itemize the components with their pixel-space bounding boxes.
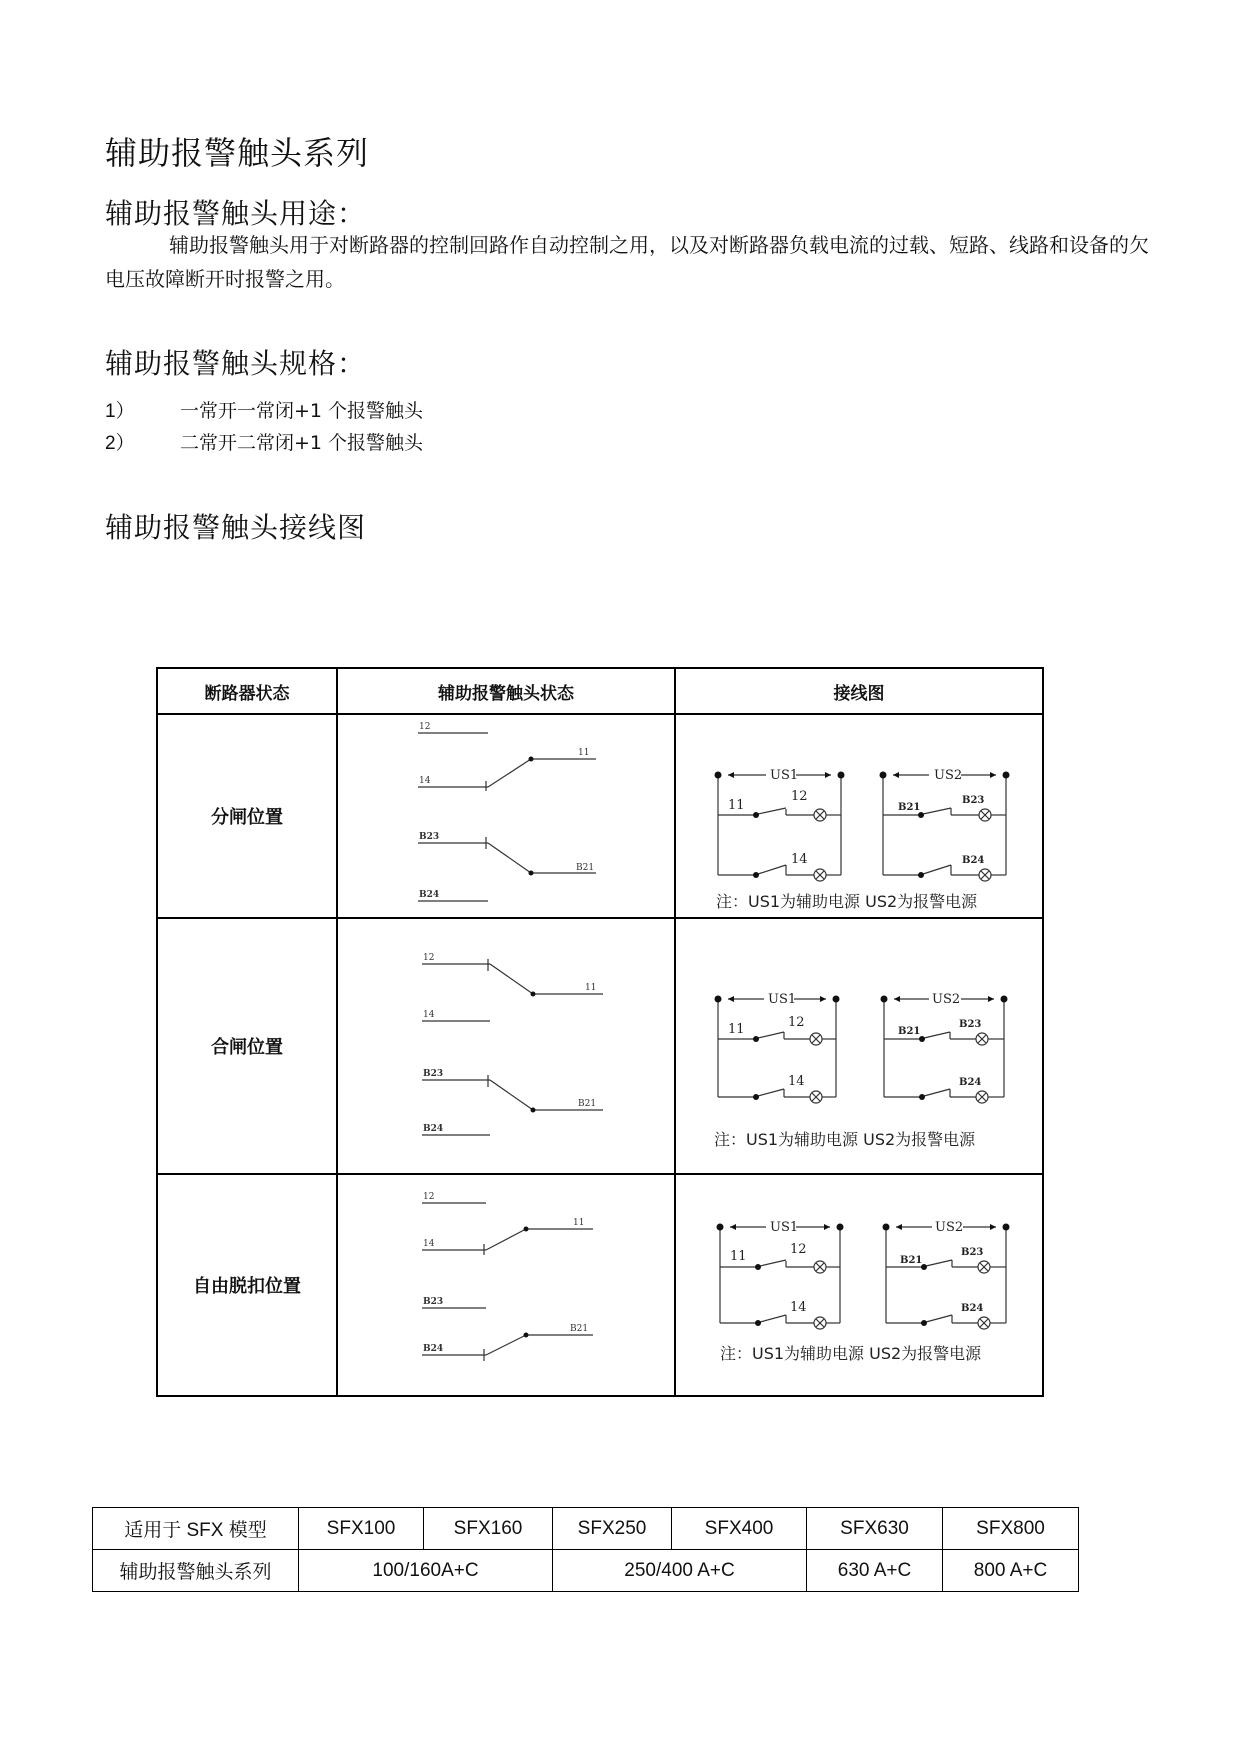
label-11: 11 — [730, 1249, 747, 1264]
label-12: 12 — [423, 1192, 435, 1202]
label-12: 12 — [791, 789, 808, 804]
label-14: 14 — [423, 1239, 435, 1249]
series-label: 辅助报警触头系列 — [93, 1550, 299, 1592]
model-sfx400: SFX400 — [672, 1508, 807, 1550]
series-100-160: 100/160A+C — [299, 1550, 553, 1592]
usage-heading: 辅助报警触头用途： — [105, 197, 367, 230]
models-table — [92, 1507, 1079, 1592]
spec-heading: 辅助报警触头规格： — [105, 347, 367, 380]
label-12: 12 — [419, 722, 431, 732]
label-12: 12 — [423, 953, 435, 963]
label-14: 14 — [791, 852, 808, 867]
contact-diagram-free-trip — [337, 1174, 675, 1396]
model-sfx100: SFX100 — [299, 1508, 424, 1550]
wiring-heading: 辅助报警触头接线图 — [105, 511, 367, 544]
contact-diagram-open — [337, 714, 675, 918]
label-b24: B24 — [419, 890, 440, 900]
label-us2: US2 — [932, 992, 961, 1007]
series-630: 630 A+C — [807, 1550, 943, 1592]
state-free-trip: 自由脱扣位置 — [157, 1174, 337, 1396]
label-b24: B24 — [961, 1303, 984, 1314]
wiring-diagram-open-svg — [676, 715, 1042, 913]
spec-item-text: 二常开二常闭+1 个报警触头 — [180, 432, 424, 454]
wiring-diagram-open — [675, 714, 1043, 918]
label-b23: B23 — [419, 832, 440, 842]
contact-diagram-free-trip-svg — [338, 1175, 674, 1391]
label-b21: B21 — [578, 1099, 597, 1109]
series-800: 800 A+C — [943, 1550, 1079, 1592]
label-b23: B23 — [959, 1019, 982, 1030]
series-250-400: 250/400 A+C — [553, 1550, 807, 1592]
wiring-note: 注：US1为辅助电源 US2为报警电源 — [720, 1344, 982, 1363]
label-us2: US2 — [934, 768, 963, 783]
label-11: 11 — [585, 983, 597, 993]
label-b24: B24 — [423, 1344, 444, 1354]
label-b24: B24 — [959, 1077, 982, 1088]
spec-item-num: 2） — [105, 433, 135, 454]
wiring-diagram-closed-svg — [676, 919, 1042, 1169]
spec-item-text: 一常开一常闭+1 个报警触头 — [180, 400, 424, 422]
label-11: 11 — [728, 1022, 745, 1037]
label-b23: B23 — [961, 1247, 984, 1258]
wiring-diagram-free-trip-svg — [676, 1175, 1042, 1391]
spec-item-2 — [105, 428, 423, 455]
label-11: 11 — [578, 748, 590, 758]
label-14: 14 — [423, 1010, 435, 1020]
label-b23: B23 — [423, 1297, 444, 1307]
label-11: 11 — [573, 1218, 585, 1228]
header-contact-state: 辅助报警触头状态 — [337, 668, 675, 714]
contact-diagram-closed — [337, 918, 675, 1174]
models-label: 适用于 SFX 模型 — [93, 1508, 299, 1550]
model-sfx630: SFX630 — [807, 1508, 943, 1550]
wiring-diagram-free-trip — [675, 1174, 1043, 1396]
header-wiring: 接线图 — [675, 668, 1043, 714]
label-14: 14 — [790, 1300, 807, 1315]
label-14: 14 — [419, 776, 431, 786]
wiring-note: 注：US1为辅助电源 US2为报警电源 — [714, 1130, 976, 1149]
contact-diagram-closed-svg — [338, 919, 674, 1169]
spec-item-num: 1） — [105, 401, 135, 422]
wiring-diagram-closed — [675, 918, 1043, 1174]
label-b23: B23 — [962, 795, 985, 806]
label-12: 12 — [790, 1242, 807, 1257]
label-14: 14 — [788, 1074, 805, 1089]
label-b21: B21 — [898, 802, 921, 813]
label-b24: B24 — [423, 1124, 444, 1134]
wiring-note: 注：US1为辅助电源 US2为报警电源 — [716, 892, 978, 911]
label-us2: US2 — [935, 1220, 964, 1235]
label-b21: B21 — [900, 1255, 923, 1266]
model-sfx800: SFX800 — [943, 1508, 1079, 1550]
label-12: 12 — [788, 1015, 805, 1030]
contact-diagram-open-svg — [338, 715, 674, 913]
model-sfx160: SFX160 — [424, 1508, 553, 1550]
label-11: 11 — [728, 798, 745, 813]
header-breaker-state: 断路器状态 — [157, 668, 337, 714]
label-b24: B24 — [962, 855, 985, 866]
label-b21: B21 — [898, 1026, 921, 1037]
state-closed: 合闸位置 — [157, 918, 337, 1174]
label-b21: B21 — [570, 1324, 589, 1334]
label-us1: US1 — [770, 1220, 799, 1235]
label-b21: B21 — [576, 863, 595, 873]
page-title: 辅助报警触头系列 — [105, 134, 370, 172]
wiring-table — [156, 667, 1044, 1397]
label-us1: US1 — [770, 768, 799, 783]
spec-item-1 — [105, 396, 423, 423]
usage-text: 辅助报警触头用于对断路器的控制回路作自动控制之用，以及对断路器负载电流的过载、短路、线路和设备的欠电压故障断开时报警之用。 — [105, 233, 1149, 291]
state-open: 分闸位置 — [157, 714, 337, 918]
label-b23: B23 — [423, 1069, 444, 1079]
model-sfx250: SFX250 — [553, 1508, 672, 1550]
label-us1: US1 — [768, 992, 797, 1007]
